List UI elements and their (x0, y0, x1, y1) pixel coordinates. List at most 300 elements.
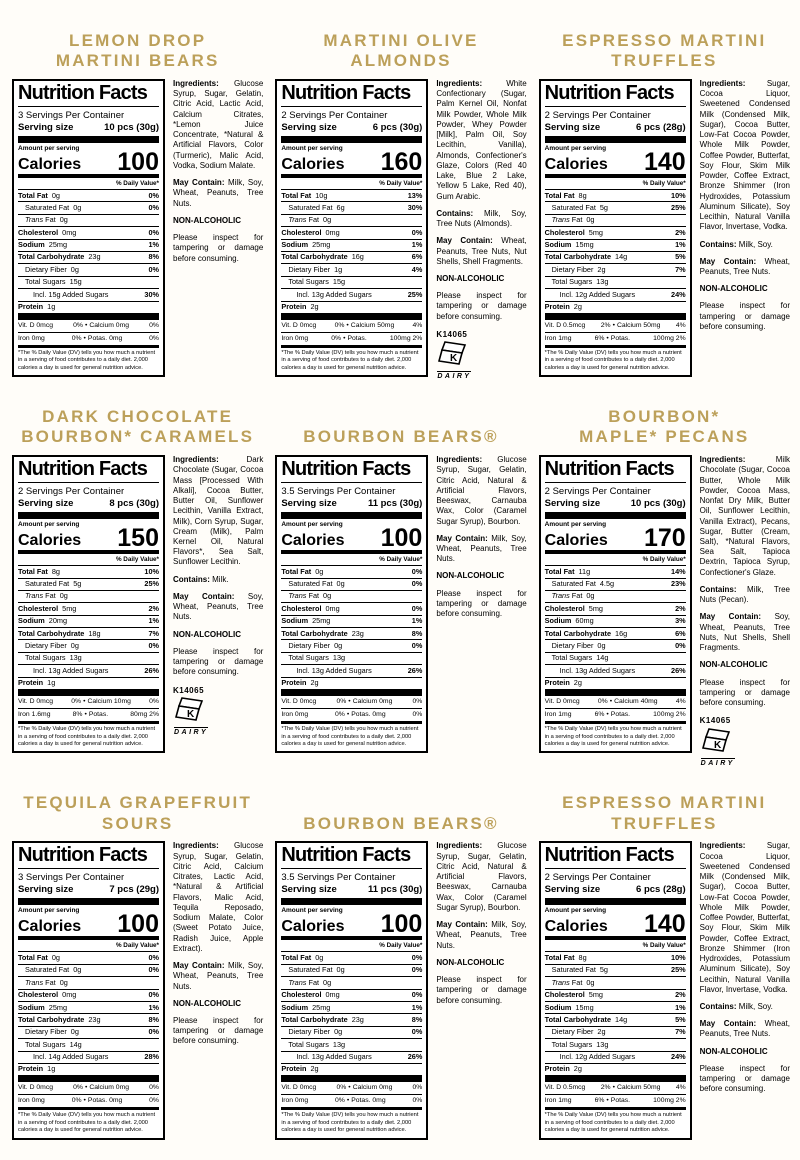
nutrient-name (560, 1053, 635, 1061)
nutrient-row (18, 952, 159, 964)
nutrient-name (296, 667, 371, 675)
nutrient-amount: 0g (334, 1027, 343, 1037)
vitamin-rows (545, 1082, 686, 1110)
nutrient-name-text: Total Carbohydrate (281, 252, 348, 262)
nutrient-name (33, 1053, 108, 1061)
nutrient-name (25, 1028, 67, 1036)
nutrient-amount: 5g (73, 579, 82, 588)
info-column (700, 841, 790, 1101)
vitamin-rows (18, 696, 159, 724)
nutrient-name (545, 241, 572, 249)
nutrient-row (281, 215, 422, 227)
info-paragraph (436, 291, 526, 322)
kosher-mark (436, 330, 526, 382)
nutrient-name (18, 1016, 84, 1024)
nutrient-dv: 2% (675, 227, 686, 237)
nutrient-row (18, 277, 159, 289)
nutrient-row (281, 616, 422, 628)
nutrient-name-text: Saturated Fat (551, 965, 596, 975)
info-paragraphs (173, 79, 263, 264)
serving-size-row (545, 498, 686, 512)
info-paragraph-text: Please inspect for tampering or damage before consuming. (436, 975, 527, 1005)
kosher-k-icon (702, 728, 732, 758)
kosher-mark (173, 686, 263, 738)
nutrient-row (545, 965, 686, 977)
vitamin-right: Calcium 40mg (614, 698, 658, 706)
nutrient-name-text: Protein (281, 678, 307, 688)
vitamin-right: Calcium 0mg (352, 1084, 393, 1092)
nutrient-name-text: Total Sugars (25, 277, 66, 287)
nutrient-dv: 1% (675, 240, 686, 250)
nutrient-name-text: Dietary Fiber (551, 1027, 594, 1037)
info-paragraphs (173, 841, 263, 1046)
info-paragraph (173, 592, 263, 623)
vitamin-left-dv: 0% (71, 334, 82, 342)
nutrient-dv: 0% (411, 965, 423, 975)
thick-divider (18, 313, 159, 320)
vitamin-left: Iron 0mg (281, 1097, 309, 1105)
info-paragraph-text: Milk Chocolate (Sugar, Cocoa Butter, Whole Milk Powder, Cocoa Mass, Nonfat Dry Milk, Butter Oil, Sunflower Lecithin, Vanilla Extract), Pecans, Sugar, Butter (Cream, Salt), *Natural Flavors, Sea Salt, Tapioca Dextrin, Tapioca Syrup, Confectioner's Glaze. (699, 455, 790, 577)
info-paragraph-text: Please inspect for tampering or damage before consuming. (173, 233, 264, 263)
nutrient-row (18, 1039, 159, 1051)
nutrient-row (18, 678, 159, 689)
nutrient-amount: 0g (73, 965, 82, 975)
nutrient-row (545, 215, 686, 227)
nutrient-row (18, 579, 159, 591)
nutrient-rows (545, 190, 686, 313)
nutrient-name-text: Protein (544, 678, 570, 688)
vitamin-left-dv: 0% (336, 698, 347, 706)
nutrient-amount: 2g (310, 1064, 319, 1074)
product-panel (12, 402, 263, 753)
thick-divider (545, 898, 686, 905)
nutrient-row (545, 289, 686, 301)
nutrient-row (281, 289, 422, 301)
nutrient-name (552, 654, 593, 662)
info-paragraph-lead: Contains: (436, 208, 474, 218)
info-paragraph (173, 455, 263, 568)
nutrient-name-text: Sodium (281, 616, 309, 626)
panel-body (275, 841, 526, 1139)
nutrient-name (18, 568, 48, 576)
vitamin-right: Calcium 0mg (89, 321, 130, 329)
info-paragraph-lead: Contains: (173, 574, 210, 584)
nutrient-name-text: Saturated Fat (25, 965, 70, 975)
nutrient-dv: 0% (148, 264, 159, 274)
nutrient-row (18, 1064, 159, 1075)
amount-per-serving-label: Amount per serving (281, 520, 343, 528)
nutrient-amount: 2g (597, 1027, 606, 1037)
vitamin-separator: • (606, 1097, 609, 1105)
nutrient-dv: 0% (148, 190, 159, 200)
nutrient-amount: 5mg (588, 603, 603, 613)
nutrient-name-text: Total Fat (18, 566, 48, 576)
panel-body (12, 841, 263, 1139)
info-paragraph (173, 647, 263, 678)
nutrient-row (18, 215, 159, 227)
nutrient-name-text: Total Fat (281, 190, 312, 200)
thick-divider (545, 1075, 686, 1082)
daily-value-header: % Daily Value* (545, 178, 686, 190)
nutrient-rows (281, 566, 422, 689)
vitamin-right-dv: 4% (412, 321, 423, 329)
info-paragraph-text: Please inspect for tampering or damage before consuming. (436, 291, 527, 321)
nutrient-dv: 4% (411, 264, 423, 274)
vitamin-row (18, 1082, 159, 1095)
nutrient-dv: 5% (675, 1014, 686, 1024)
product-panel (275, 26, 526, 382)
info-paragraph (436, 209, 526, 229)
nutrient-row (18, 591, 159, 603)
nutrient-dv: 28% (144, 1052, 159, 1062)
nutrient-dv: 24% (671, 289, 686, 299)
nutrient-dv: 23% (671, 579, 686, 588)
vitamin-right: Potas. (347, 334, 367, 342)
serving-size-value: 10 pcs (30g) (630, 497, 686, 509)
nutrient-row (18, 264, 159, 276)
product-panel (275, 402, 526, 753)
daily-value-header: % Daily Value* (18, 554, 159, 566)
nutrient-row (18, 1014, 159, 1026)
nutrient-row (18, 603, 159, 615)
nutrient-name (552, 278, 593, 286)
nutrient-amount: 15g (332, 277, 346, 287)
nutrient-amount: 0g (334, 640, 343, 650)
nutrient-row (18, 252, 159, 264)
nutrient-name-text: Total Sugars (551, 277, 593, 287)
thick-divider (545, 136, 686, 143)
info-paragraph (436, 975, 526, 1006)
info-paragraph-lead: Ingredients: (699, 841, 746, 851)
nutrient-name (25, 654, 66, 662)
nutrient-amount: 1g (47, 678, 56, 688)
calories-value: 100 (117, 910, 159, 939)
nutrient-dv: 1% (411, 1002, 423, 1012)
vitamin-left-dv: 2% (600, 321, 611, 329)
nutrient-name-text: Cholesterol (544, 227, 585, 237)
info-column (700, 455, 790, 768)
nutrient-amount: 8g (578, 952, 587, 962)
info-paragraph (173, 999, 263, 1009)
nutrient-amount: 25mg (48, 1002, 68, 1012)
nutrient-name-text: Cholesterol (281, 227, 322, 237)
nutrient-name-text: Total Fat (544, 190, 575, 200)
nutrition-facts-heading: Nutrition Facts (545, 459, 686, 483)
nutrient-dv: 10% (671, 952, 686, 962)
nutrient-amount: 0mg (325, 990, 340, 1000)
serving-size-row (281, 122, 422, 136)
nutrient-name-text: Incl. 13g Added Sugars (559, 665, 636, 675)
nutrition-label (275, 79, 428, 377)
nutrient-dv: 0% (148, 640, 159, 650)
product-title (539, 402, 790, 448)
info-paragraphs (436, 79, 526, 322)
vitamin-left: Vit. D 0mcg (281, 698, 317, 706)
serving-size-value: 6 pcs (28g) (636, 884, 686, 896)
info-paragraph-text: Milk, Tree Nuts (Pecan). (699, 584, 790, 605)
nutrient-row (545, 1064, 686, 1075)
vitamin-rows (18, 320, 159, 348)
vitamin-separator: • (84, 1084, 88, 1092)
nutrient-row (281, 628, 422, 640)
vitamin-left-dv: 0% (71, 1097, 82, 1105)
info-paragraph (700, 301, 790, 332)
nutrient-name (545, 605, 585, 613)
nutrient-name (545, 954, 575, 962)
vitamin-left-dv: 0% (71, 698, 82, 706)
nutrient-name-italic: Trans (25, 977, 44, 987)
nutrient-row (18, 289, 159, 301)
nutrient-amount: 2g (573, 678, 582, 688)
thick-divider (18, 136, 159, 143)
nutrient-name (25, 642, 67, 650)
info-paragraph-lead: NON-ALCOHOLIC (699, 284, 768, 294)
calories-label: Calories (544, 532, 608, 550)
info-paragraph (436, 455, 526, 527)
vitamin-row (18, 1095, 159, 1110)
kosher-k-icon (438, 341, 468, 371)
serving-size-label: Serving size (281, 497, 337, 509)
nutrient-name-text: Total Fat (18, 190, 48, 200)
kosher-dairy-label: DAIRY (174, 728, 209, 736)
nutrient-name (18, 229, 58, 237)
serving-size-value: 6 pcs (30g) (372, 121, 423, 133)
nutrient-name (18, 1065, 43, 1073)
nutrient-row (281, 665, 422, 677)
nutrient-row (18, 240, 159, 252)
info-paragraph (700, 455, 790, 578)
nutrient-name (281, 568, 311, 576)
panel-body (539, 455, 790, 768)
nutrient-name-text: Incl. 15g Added Sugars (33, 289, 109, 299)
vitamin-rows (281, 1082, 422, 1110)
nutrient-dv: 25% (671, 202, 686, 212)
nutrient-amount: 5mg (62, 603, 77, 613)
nutrient-name-text: Sodium (281, 240, 309, 250)
vitamin-right: Potas. 0mg (87, 1097, 123, 1105)
daily-value-header: % Daily Value* (18, 940, 159, 952)
calories-value: 100 (380, 523, 423, 552)
nutrient-name (545, 229, 585, 237)
nutrient-name (545, 617, 572, 625)
vitamin-row (545, 1082, 686, 1095)
nutrient-name (545, 630, 611, 638)
panel-body (275, 455, 526, 753)
dv-footnote: *The % Daily Value (DV) tells you how much a nutrient in a serving of food contributes to a daily diet. 2,000 calories a day is used for general nutrition advice. (18, 350, 156, 371)
vitamin-left: Vit. D 0mcg (18, 698, 54, 706)
vitamin-separator: • (606, 710, 609, 718)
nutrient-dv: 26% (407, 665, 423, 675)
nutrient-name-italic: Trans (551, 977, 570, 987)
nutrient-dv: 0% (148, 227, 159, 237)
nutrient-amount: 0g (73, 202, 82, 212)
info-column (173, 841, 263, 1053)
nutrient-dv: 26% (407, 1052, 423, 1062)
nutrient-name-text: Dietary Fiber (288, 640, 331, 650)
nutrient-dv: 5% (675, 252, 686, 262)
info-paragraph-lead: Contains: (699, 239, 737, 249)
nutrient-name-text: Cholesterol (18, 990, 59, 1000)
nutrient-row (281, 990, 422, 1002)
nutrient-row (545, 952, 686, 964)
nutrient-amount: 0mg (62, 990, 77, 1000)
vitamin-right: Potas. 0mg (87, 334, 123, 342)
nutrient-name (281, 303, 306, 311)
calories-label: Calories (544, 918, 608, 936)
nutrient-name (18, 1004, 45, 1012)
nutrient-row (545, 653, 686, 665)
vitamin-left-dv: 0% (336, 1084, 347, 1092)
product-title (12, 788, 263, 834)
nutrient-amount: 15g (69, 277, 82, 287)
info-paragraph-text: Milk, Soy, Wheat, Peanuts, Tree Nuts. (436, 533, 527, 564)
nutrient-name-text: Cholesterol (18, 603, 59, 613)
nutrient-amount: 14g (69, 1039, 82, 1049)
nutrient-row (545, 566, 686, 578)
nutrient-name-text: Total Sugars (25, 653, 66, 663)
nutrient-name (25, 266, 67, 274)
nutrient-dv: 1% (148, 240, 159, 250)
vitamin-separator: • (343, 334, 346, 342)
vitamin-right: Calcium 50mg (350, 321, 395, 329)
nutrient-name-text: Saturated Fat (288, 965, 333, 975)
nutrient-row (545, 1027, 686, 1039)
nutrient-name (545, 192, 575, 200)
nutrient-name (288, 204, 332, 212)
nutrient-name (545, 1065, 570, 1073)
nutrient-name (281, 241, 308, 249)
nutrient-name (18, 605, 58, 613)
calories-value: 140 (643, 147, 686, 176)
nutrient-name-italic: Trans (288, 215, 307, 225)
info-paragraph-text: Milk, Soy. (738, 239, 773, 249)
amount-per-serving-label: Amount per serving (18, 520, 80, 528)
thick-divider (281, 689, 422, 696)
nutrient-dv: 7% (675, 264, 686, 274)
product-title-line: SOURS (101, 813, 174, 833)
nutrient-amount: 14g (615, 252, 628, 262)
nutrient-name (18, 630, 84, 638)
nutrient-amount: 13g (332, 1039, 346, 1049)
serving-size-value: 7 pcs (29g) (109, 884, 159, 896)
info-paragraph (173, 233, 263, 264)
nutrient-amount: 5mg (588, 227, 603, 237)
nutrient-row (281, 640, 422, 652)
product-title-line: MARTINI BEARS (55, 51, 220, 71)
nutrient-name-text: Fat (306, 591, 320, 601)
product-title-line: ESPRESSO MARTINI (562, 792, 767, 812)
nutrient-dv: 8% (411, 1014, 423, 1024)
info-paragraph-lead: May Contain: (699, 256, 757, 266)
nutrient-name-text: Sodium (544, 240, 572, 250)
nutrient-name-text: Sodium (544, 1002, 572, 1012)
vitamin-left: Vit. D 0mcg (281, 321, 317, 329)
nutrient-name-italic: Trans (551, 215, 570, 225)
dv-footnote: *The % Daily Value (DV) tells you how much a nutrient in a serving of food contributes to a daily diet. 2,000 calories a day is used for general nutrition advice. (544, 350, 682, 371)
nutrient-dv: 0% (148, 952, 159, 962)
info-paragraph-lead: NON-ALCOHOLIC (173, 629, 241, 639)
nutrient-name (18, 954, 48, 962)
nutrient-dv: 1% (411, 616, 423, 626)
vitamin-row (281, 696, 422, 709)
nutrient-dv: 10% (671, 190, 686, 200)
nutrition-facts-heading: Nutrition Facts (545, 83, 686, 107)
nutrient-name-text: Total Fat (544, 952, 575, 962)
nutrient-name (288, 592, 319, 600)
nutrition-label (12, 841, 165, 1139)
nutrient-row (18, 977, 159, 989)
nutrient-amount: 6g (336, 202, 345, 212)
servings-per-container: 2 Servings Per Container (544, 110, 651, 121)
calories-label: Calories (18, 918, 82, 936)
nutrient-amount: 13g (596, 1039, 609, 1049)
info-paragraph-text: Please inspect for tampering or damage before consuming. (436, 588, 527, 619)
vitamin-rows (281, 320, 422, 348)
calories-value: 150 (117, 523, 159, 552)
vitamin-left-dv: 2% (600, 1084, 611, 1092)
product-title (539, 788, 790, 834)
vitamin-left-dv: 0% (331, 334, 342, 342)
nutrient-row (281, 566, 422, 578)
nutrient-name (281, 617, 308, 625)
nutrient-amount: 1g (47, 302, 56, 312)
vitamin-right: Potas. (610, 334, 631, 342)
nutrient-name-text: Dietary Fiber (551, 640, 594, 650)
vitamin-right-dv: 0% (149, 1097, 159, 1105)
nutrient-dv: 1% (148, 616, 159, 626)
nutrient-name-text: Total Fat (18, 952, 48, 962)
info-paragraph-text: Please inspect for tampering or damage before consuming. (173, 646, 264, 677)
servings-per-container: 2 Servings Per Container (544, 486, 651, 498)
nutrient-row (545, 665, 686, 677)
calories-label: Calories (281, 918, 345, 936)
info-paragraph-lead: Ingredients: (436, 841, 483, 851)
nutrient-name-italic: Trans (551, 591, 570, 601)
vitamin-left: Iron 1mg (544, 710, 572, 718)
thick-divider (281, 313, 422, 320)
thick-divider (281, 512, 422, 519)
info-paragraph-text: Glucose Syrup, Sugar, Gelatin, Citric Acid, Natural & Artificial Flavors, Beeswax, Carnauba Wax, Color (Caramel Sugar Syrup), Bourbon. (436, 455, 527, 526)
vitamin-row (545, 1095, 686, 1110)
servings-per-container: 3 Servings Per Container (18, 872, 125, 884)
nutrient-amount: 8g (51, 566, 60, 576)
thick-divider (18, 1075, 159, 1082)
vitamin-left: Iron 0mg (281, 334, 309, 342)
serving-size-row (545, 122, 686, 136)
vitamin-left-dv: 0% (597, 698, 608, 706)
nutrient-amount: 2g (573, 302, 582, 312)
serving-size-label: Serving size (544, 884, 601, 896)
vitamin-right-dv: 100mg 2% (389, 334, 423, 342)
product-title-line: MAPLE* PECANS (579, 427, 750, 447)
vitamin-right-dv: 4% (675, 698, 686, 706)
nutrient-name (545, 679, 570, 687)
info-column (436, 79, 526, 382)
nutrient-dv: 1% (148, 1002, 159, 1012)
product-title (12, 26, 263, 72)
serving-size-value: 11 pcs (30g) (367, 884, 423, 896)
info-paragraph (173, 1016, 263, 1047)
nutrient-name-text: Protein (18, 302, 44, 312)
product-title-line: BOURBON BEARS® (303, 427, 499, 447)
nutrient-row (545, 240, 686, 252)
nutrient-amount: 15mg (575, 1002, 594, 1012)
nutrient-row (18, 302, 159, 313)
nutrient-name (18, 253, 84, 261)
info-paragraph (700, 678, 790, 709)
nutrient-row (281, 678, 422, 689)
nutrient-amount: 0g (51, 190, 60, 200)
